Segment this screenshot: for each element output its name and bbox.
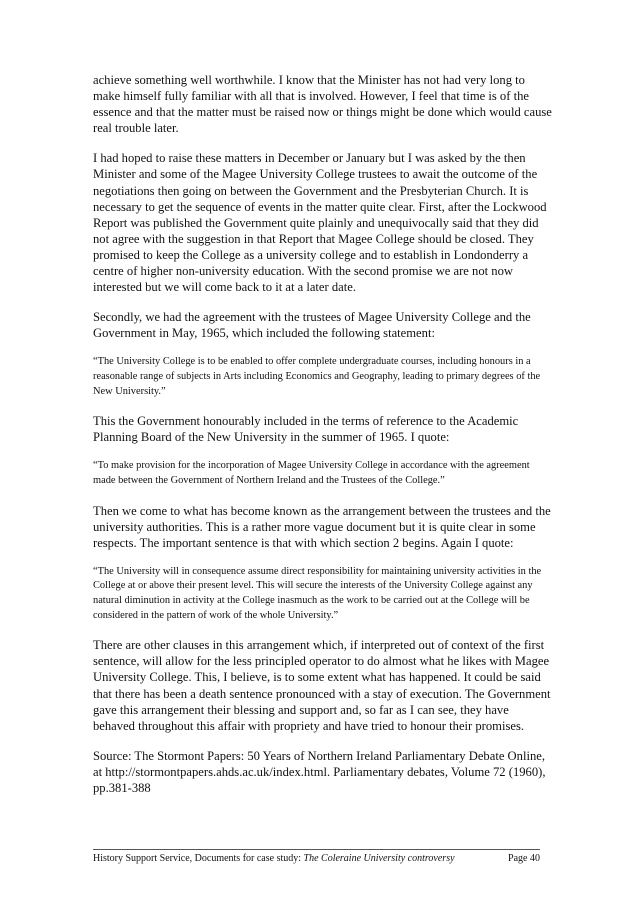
- paragraph: This the Government honourably included in the terms of reference to the Academic Planning Board of the New University in the summer of 1965. I quote:: [93, 414, 519, 445]
- footer-title: [93, 853, 455, 865]
- paragraph: achieve something well worthwhile. I know that the Minister has not had very long to make himself fully familiar with all that is involved. However, I feel that time is of the essence and that the matter must be raised now or things might be done which would cause real trouble later.: [93, 73, 552, 136]
- quotation: “The University will in consequence assume direct responsibility for maintaining university activities in the College at or above their present level. This will secure the interests of the University College against any natural diminution in activity at the College inasmuch as the work to be carried out at the College will be considered in the pattern of work of the whole University.”: [93, 565, 542, 621]
- page-footer: [93, 849, 540, 865]
- source-citation: Source: The Stormont Papers: 50 Years of Northern Ireland Parliamentary Debate Online, at http://stormontpapers.ahds.ac.uk/index.html. Parliamentary debates, Volume 72 (1960), pp.381-388: [93, 748, 546, 795]
- quotation: “To make provision for the incorporation of Magee University College in accordance with the agreement made between the Government of Northern Ireland and the Trustees of the College.”: [93, 460, 530, 486]
- footer-title-italic: The Coleraine University controversy: [303, 853, 455, 864]
- document-body: [93, 72, 553, 810]
- quotation: “The University College is to be enabled to offer complete undergraduate courses, including honours in a reasonable range of subjects in Arts including Economics and Geography, leading to primary degrees of the New University.”: [93, 356, 541, 397]
- paragraph: There are other clauses in this arrangement which, if interpreted out of context of the first sentence, will allow for the less principled operator to do almost what he likes with Magee University College. This, I believe, is to some extent what has happened. It could be said that there has been a death sentence pronounced with a stay of execution. The Government gave this arrangement their blessing and support and, so far as I can see, they have behaved throughout this affair with propriety and have tried to honour their promises.: [93, 638, 551, 733]
- paragraph: Then we come to what has become known as the arrangement between the trustees and the university authorities. This is a rather more vague document but it is quite clear in some respects. The important sentence is that with which section 2 begins. Again I quote:: [93, 503, 551, 550]
- footer-title-prefix: History Support Service, Documents for case study:: [93, 853, 304, 864]
- page-number: Page 40: [508, 853, 540, 864]
- paragraph: Secondly, we had the agreement with the trustees of Magee University College and the Government in May, 1965, which included the following statement:: [93, 310, 531, 341]
- paragraph: I had hoped to raise these matters in December or January but I was asked by the then Minister and some of the Magee University College trustees to await the outcome of the negotiations then going on between the Government and the Presbyterian Church. It is necessary to get the sequence of events in the matter quite clear. First, after the Lockwood Report was published the Government quite plainly and unequivocally said that they did not agree with the suggestion in that Report that Magee College should be closed. They promised to keep the College as a university college and to establish in Londonderry a centre of higher non-university education. With the second promise we are not now interested but we will come back to it at a later date.: [93, 151, 547, 295]
